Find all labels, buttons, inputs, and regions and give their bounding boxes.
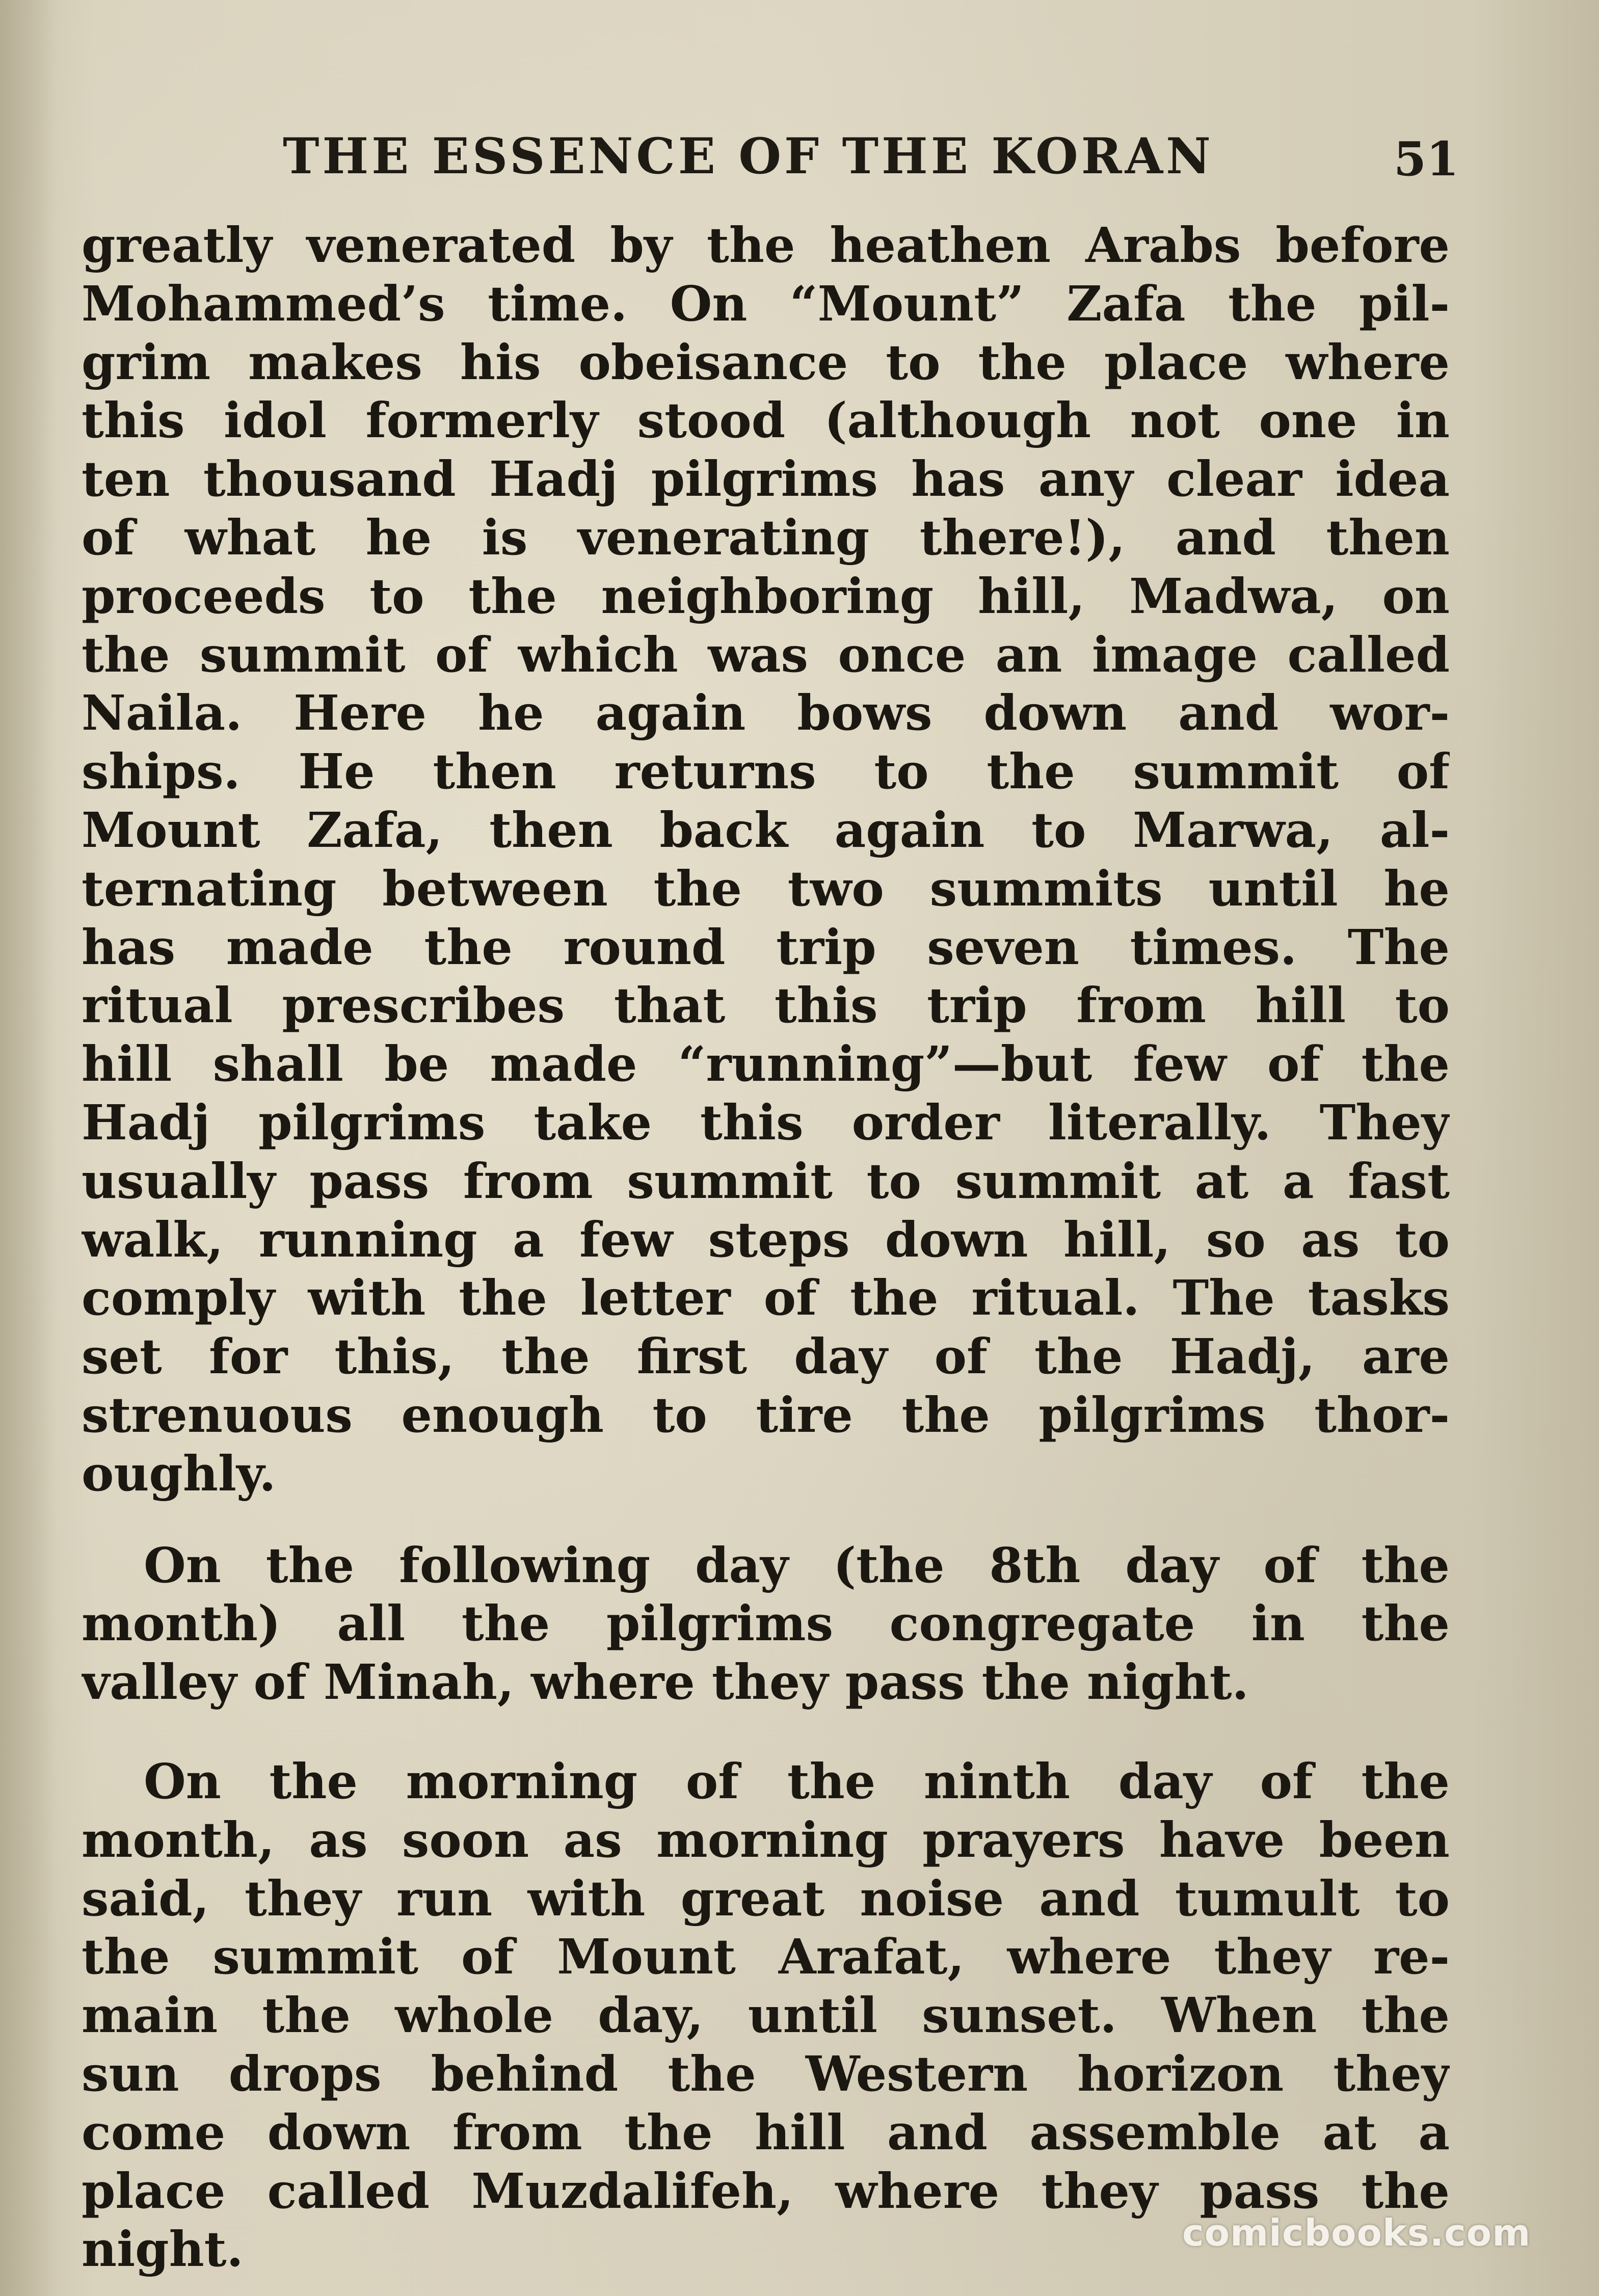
text-line: oughly. — [82, 1445, 276, 1502]
text-line: ships. He then returns to the summit of — [82, 743, 1450, 800]
text-line: night. — [82, 2221, 244, 2278]
text-line: the summit of which was once an image called — [82, 626, 1450, 683]
site-watermark: comicbooks.com — [1182, 2211, 1531, 2254]
text-line: comply with the letter of the ritual. The tasks — [82, 1270, 1450, 1327]
text-line: hill shall be made “running”—but few of the — [82, 1036, 1450, 1093]
text-line: valley of Minah, where they pass the night. — [82, 1654, 1249, 1711]
text-line: of what he is venerating there!), and then — [82, 509, 1450, 566]
text-line: Mount Zafa, then back again to Marwa, al- — [82, 802, 1450, 859]
text-line: On the morning of the ninth day of the — [144, 1753, 1450, 1810]
paragraph-gap — [82, 1712, 1450, 1753]
text-line: greatly venerated by the heathen Arabs before — [82, 217, 1450, 274]
text-line: ten thousand Hadj pilgrims has any clear idea — [82, 451, 1450, 508]
text-line: said, they run with great noise and tumult to — [82, 1870, 1450, 1927]
text-line: month) all the pilgrims congregate in the — [82, 1595, 1450, 1652]
text-line: the summit of Mount Arafat, where they re- — [82, 1929, 1450, 1986]
page-gutter-shadow — [0, 0, 56, 2296]
text-line: set for this, the first day of the Hadj, are — [82, 1328, 1450, 1385]
running-header: THE ESSENCE OF THE KORAN — [283, 127, 1214, 185]
text-line: grim makes his obeisance to the place where — [82, 334, 1450, 391]
text-line: has made the round trip seven times. The — [82, 919, 1450, 976]
text-line: walk, running a few steps down hill, so as to — [82, 1211, 1450, 1268]
paragraph-gap — [82, 1504, 1450, 1537]
text-line: proceeds to the neighboring hill, Madwa, on — [82, 568, 1450, 625]
text-line: sun drops behind the Western horizon they — [82, 2045, 1450, 2102]
text-line: ritual prescribes that this trip from hill to — [82, 977, 1450, 1034]
text-line: this idol formerly stood (although not one in — [82, 392, 1450, 449]
text-line: come down from the hill and assemble at a — [82, 2104, 1450, 2161]
page-number: 51 — [1394, 131, 1459, 186]
text-line: Hadj pilgrims take this order literally. They — [82, 1094, 1450, 1151]
text-line: On the following day (the 8th day of the — [144, 1537, 1450, 1594]
text-line: month, as soon as morning prayers have been — [82, 1811, 1450, 1868]
body-text — [82, 217, 1450, 2279]
text-line: ternating between the two summits until he — [82, 860, 1450, 917]
text-line: main the whole day, until sunset. When the — [82, 1987, 1450, 2044]
text-line: usually pass from summit to summit at a fast — [82, 1153, 1450, 1210]
text-line: Mohammed’s time. On “Mount” Zafa the pil- — [82, 275, 1450, 332]
text-line: Naila. Here he again bows down and wor- — [82, 685, 1450, 742]
text-line: place called Muzdalifeh, where they pass the — [82, 2162, 1450, 2220]
text-line: strenuous enough to tire the pilgrims thor- — [82, 1386, 1450, 1444]
